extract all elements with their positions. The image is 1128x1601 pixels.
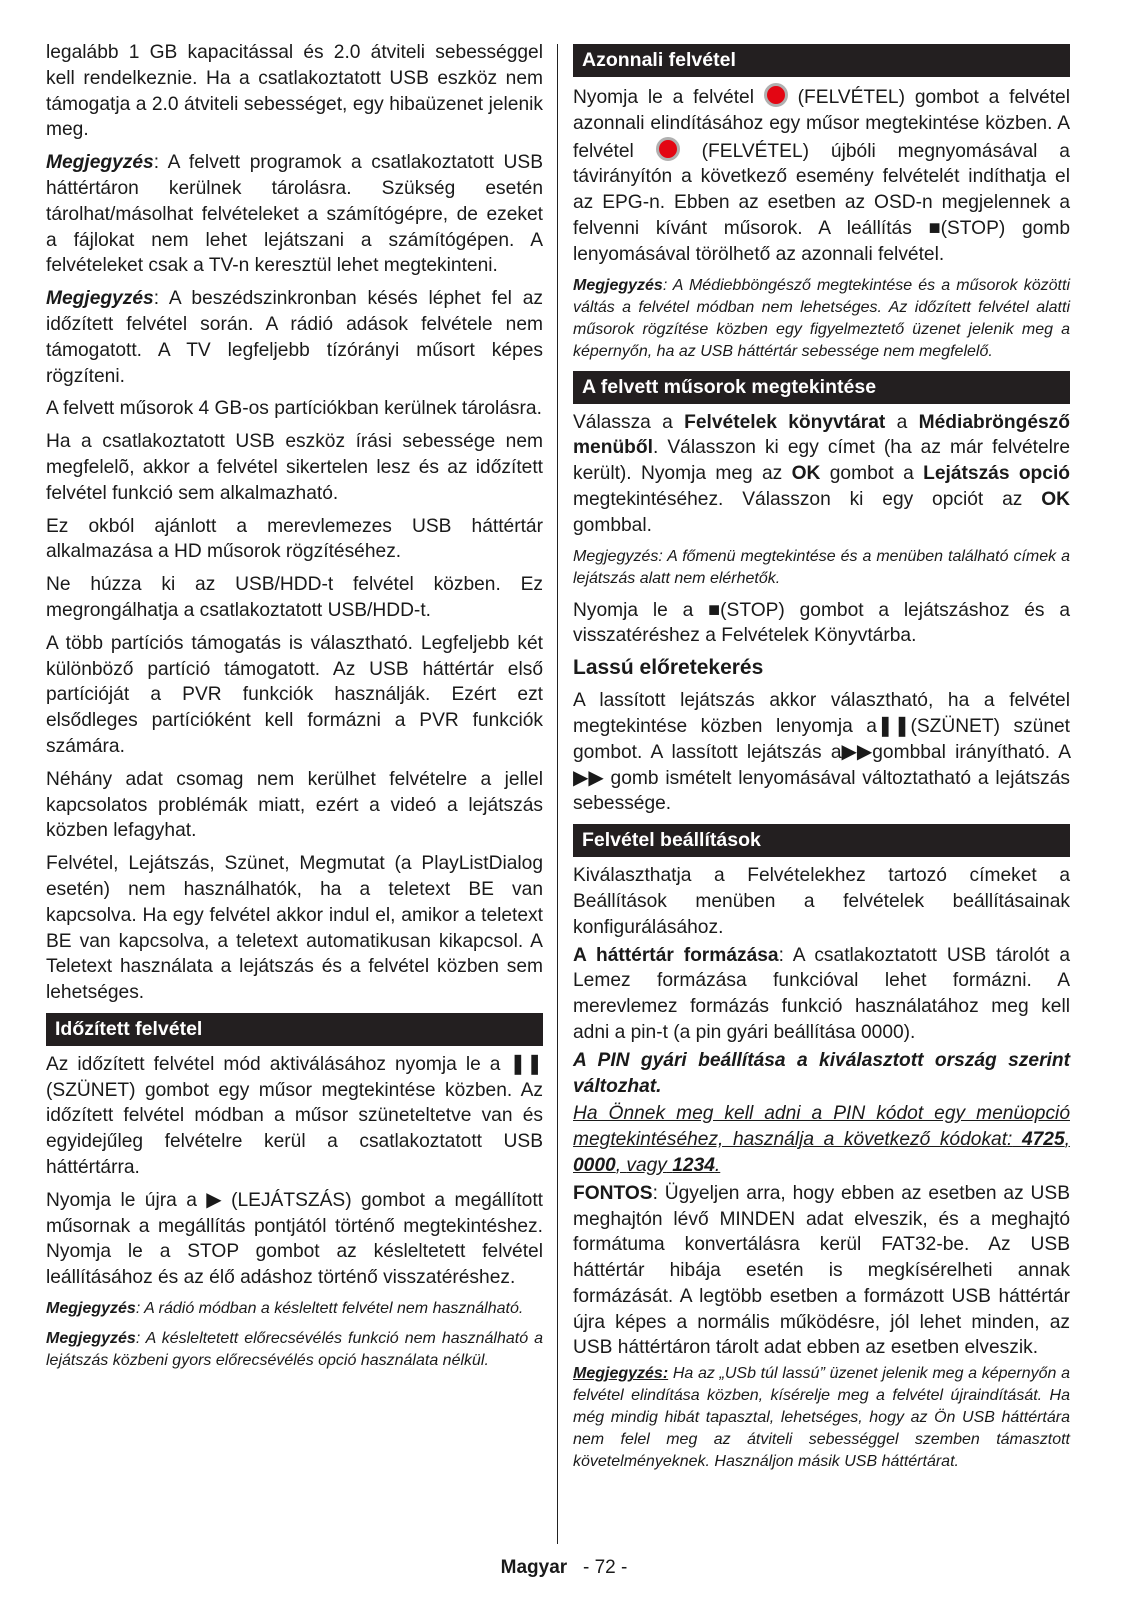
stop-icon: ■	[928, 216, 941, 239]
note-paragraph: Megjegyzés: A főmenü megtekintése és a menüben található címek a lejátszás alatt nem elérhetők.	[573, 547, 1070, 587]
play-icon: ▶	[206, 1188, 222, 1211]
fast-forward-icon: ▶▶	[841, 740, 873, 763]
note-paragraph: Megjegyzés: A felvett programok a csatlakoztatott USB háttértáron kerülnek tárolásra. Szükség esetén tárolhat/másolhat felvételeket a számítógépre, de ezeket a fájlokat nem lehet lejátszani a számítógépen. A felvételeket csak a TV-n keresztül lehet megtekinteni.	[46, 152, 543, 277]
section-header-timeshift: Időzített felvétel	[46, 1013, 543, 1046]
paragraph: Ha Önnek meg kell adni a PIN kódot egy menüopció megtekintéséhez, használja a következő kódokat: 4725, 0000, vagy 1234.	[573, 1103, 1070, 1176]
note-paragraph: Megjegyzés: A beszédszinkronban késés léphet fel az időzített felvétel során. A rádió adások felvétele nem támogatott. A TV legfeljebb tízórányi műsort képes rögzíteni.	[46, 288, 543, 387]
page-number: - 72 -	[583, 1557, 628, 1578]
note-paragraph: Megjegyzés: A Médiebböngésző megtekintése és a műsorok közötti váltás a felvétel módban nem lehetséges. Az időzített felvétel alatti műsorok rögzítése közben egy figyelmeztető üzenet jelenik meg a képernyőn, ha az USB háttértár sebessége nem megfelelő.	[573, 276, 1070, 360]
paragraph: A több partíciós támogatás is választható. Legfeljebb két különböző partíció támogatott. Az USB háttértár első partícióját a PVR funkciók használják. Ezért ezt elsődleges partícióként kell formázni a PVR funkciók számára.	[46, 632, 543, 757]
footer-language: Magyar	[500, 1557, 568, 1578]
paragraph: Kiválaszthatja a Felvételekhez tartozó címeket a Beállítások menüben a felvételek beállításainak konfigurálásához.	[573, 865, 1070, 938]
note-paragraph: Megjegyzés: A késleltetett előrecsévélés funkció nem használható a lejátszás közbeni gyors előrecsévélés opció használata nélkül.	[46, 1330, 543, 1370]
pause-icon: ❚❚	[509, 1052, 543, 1075]
stop-icon: ■	[708, 598, 721, 621]
left-column	[46, 40, 543, 1380]
section-header-instant: Azonnali felvétel	[573, 44, 1070, 77]
section-header-settings: Felvétel beállítások	[573, 824, 1070, 857]
record-icon	[764, 83, 788, 107]
paragraph: FONTOS: Ügyeljen arra, hogy ebben az esetben az USB meghajtón lévő MINDEN adat elveszik, és a meghajtó formátuma konvertálásra kerül FAT32-be. Az USB háttértár hibája esetén is megkísérelheti annak formázását. A legtöbb esetben a formázott USB háttértár újra képes a normális működésre, jól lehet minden, az USB háttértáron tárolt adat ebben az esetben elveszik.	[573, 1182, 1070, 1359]
paragraph: A lassított lejátszás akkor választható, ha a felvétel megtekintése közben lenyomja a❚❚(SZÜNET) szünet gombot. A lassított lejátszás a▶▶gombbal irányítható. A ▶▶ gomb ismételt lenyomásával változtatható a lejátszás sebessége.	[573, 690, 1070, 815]
paragraph: Ez okból ajánlott a merevlemezes USB háttértár alkalmazása a HD műsorok rögzítéséhez.	[46, 515, 543, 563]
page-footer	[0, 1557, 1128, 1579]
paragraph: Ne húzza ki az USB/HDD-t felvétel közben. Ez megrongálhatja a csatlakoztatott USB/HDD-t.	[46, 574, 543, 621]
paragraph: Nyomja le a felvétel (FELVÉTEL) gombot a felvétel azonnali elindításához egy műsor megtekintése közben. A felvétel (FELVÉTEL) újbóli megnyomásával a távirányítón a következő esemény felvételét indíthatja el az EPG-n. Ebben az esetben az OSD-n megjelennek a felvenni kívánt műsorok. A leállítás ■(STOP) gomb lenyomásával törölhető az azonnali felvétel.	[573, 83, 1070, 268]
section-header-watch: A felvett műsorok megtekintése	[573, 371, 1070, 404]
note-paragraph: Megjegyzés: A rádió módban a késleltett felvétel nem használható.	[46, 1300, 524, 1318]
note-paragraph: Megjegyzés: Ha az „USb túl lassú” üzenet jelenik meg a képernyőn a felvétel elindítása közben, kísérelje meg a felvétel újraindítását. Ha még mindig hibát tapasztal, lehetséges, hogy az Ön USB háttértára nem felel meg az átviteli sebességgel szemben támasztott követelményeknek. Használjon másik USB háttértárat.	[573, 1365, 1071, 1471]
paragraph: Nyomja le újra a ▶ (LEJÁTSZÁS) gombot a megállított műsornak a megállítás pontjától történő megtekintéshez. Nyomja le a STOP gombot az késleltetett felvétel leállításához és az élő adáshoz történő visszatéréshez.	[46, 1188, 543, 1289]
pause-icon: ❚❚	[876, 714, 911, 737]
record-icon	[656, 137, 680, 161]
column-divider	[557, 44, 558, 1544]
paragraph: Ha a csatlakoztatott USB eszköz írási sebessége nem megfelelõ, akkor a felvétel sikertelen lesz és az időzített felvétel funkció sem alkalmazható.	[46, 431, 543, 504]
right-column	[573, 40, 1070, 1481]
paragraph: A felvett műsorok 4 GB-os partíciókban kerülnek tárolásra.	[46, 398, 542, 420]
paragraph: Néhány adat csomag nem kerülhet felvételre a jellel kapcsolatos problémák miatt, ezért a videó a lejátszás közben lefagyhat.	[46, 768, 543, 842]
paragraph: legalább 1 GB kapacitással és 2.0 átviteli sebességgel kell rendelkeznie. Ha a csatlakoztatott USB eszköz nem támogatja a 2.0 átviteli sebességet, egy hibaüzenet jelenik meg.	[46, 42, 543, 141]
fast-forward-icon: ▶▶	[573, 766, 604, 789]
paragraph: Nyomja le a ■(STOP) gombot a lejátszáshoz és a visszatéréshez a Felvételek Könyvtárba.	[573, 598, 1070, 647]
paragraph: A háttértár formázása: A csatlakoztatott USB tárolót a Lemez formázása funkcióval lehet formázni. A merevlemez formázás funkció használatához meg kell adni a pin-t (a pin gyári beállítása 0000).	[573, 944, 1070, 1043]
paragraph: A PIN gyári beállítása a kiválasztott ország szerint változhat.	[573, 1049, 1070, 1097]
subsection-title: Lassú előretekerés	[573, 656, 764, 680]
paragraph: Az időzített felvétel mód aktiválásához nyomja le a ❚❚ (SZÜNET) gombot egy műsor megtekintése közben. Az időzített felvétel módban a műsor szüneteltetve van és egyidejűleg felvételre kerül a csatlakoztatott USB háttértárra.	[46, 1052, 543, 1179]
paragraph: Válassza a Felvételek könyvtárat a Médiabröngésző menüből. Válasszon ki egy címet (ha az már felvételre került). Nyomja meg az OK gombot a Lejátszás opció megtekintéséhez. Válasszon ki egy opciót az OK gombbal.	[573, 411, 1070, 536]
paragraph: Felvétel, Lejátszás, Szünet, Megmutat (a PlayListDialog esetén) nem használhatók, ha a teletext BE van kapcsolva. Ha egy felvétel akkor indul el, amikor a teletext BE van kapcsolva, a teletext automatikusan kikapcsol. A Teletext használata a lejátszás és a felvétel közben sem lehetséges.	[46, 853, 543, 1004]
